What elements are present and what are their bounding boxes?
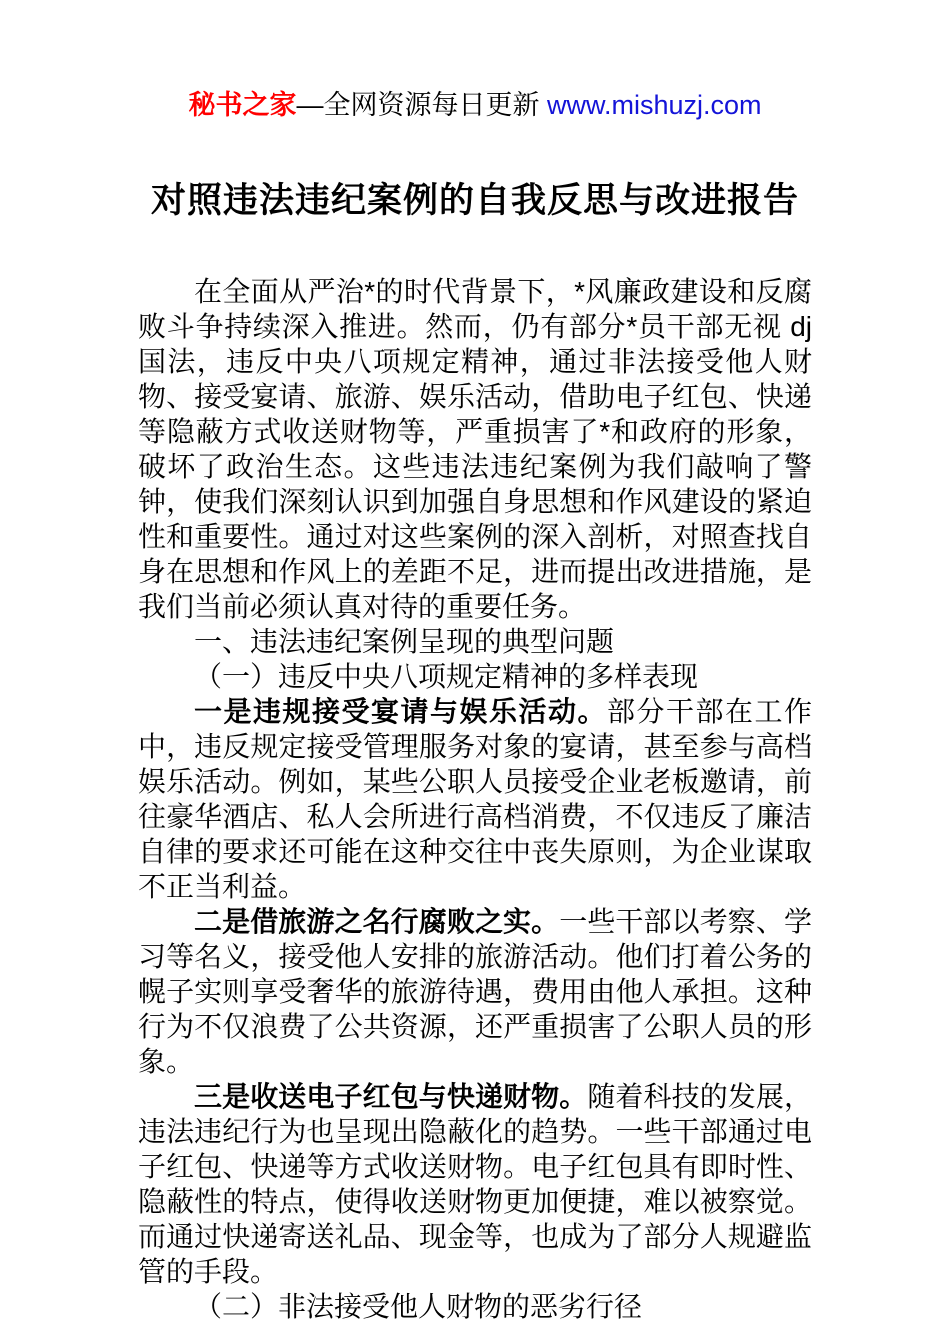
- paragraph-point-1: [138, 694, 812, 904]
- paragraph-intro-text: 在全面从严治*的时代背景下，*风廉政建设和反腐败斗争持续深入推进。然而，仍有部分*员干部无视 dj 国法，违反中央八项规定精神，通过非法接受他人财物、接受宴请、旅游、娱乐活动，借助电子红包、快递等隐蔽方式收送财物等，严重损害了*和政府的形象，破坏了政治生态。这些违法违纪案例为我们敲响了警钟，使我们深刻认识到加强自身思想和作风建设的紧迫性和重要性。通过对这些案例的深入剖析，对照查找自身在思想和作风上的差距不足，进而提出改进措施，是我们当前必须认真对待的重要任务。: [138, 276, 812, 622]
- paragraph-point-3-text: 随着科技的发展，违法违纪行为也呈现出隐蔽化的趋势。一些干部通过电子红包、快递等方式收送财物。电子红包具有即时性、隐蔽性的特点，使得收送财物更加便捷，难以被察觉。而通过快递寄送礼品、现金等，也成为了部分人规避监管的手段。: [138, 1081, 812, 1287]
- paragraph-point-1-text: 部分干部在工作中，违反规定接受管理服务对象的宴请，甚至参与高档娱乐活动。例如，某些公职人员接受企业老板邀请，前往豪华酒店、私人会所进行高档消费，不仅违反了廉洁自律的要求还可能在这种交往中丧失原则，为企业谋取不正当利益。: [138, 696, 812, 902]
- paragraph-point-2-text: 一些干部以考察、学习等名义，接受他人安排的旅游活动。他们打着公务的幌子实则享受奢华的旅游待遇，费用由他人承担。这种行为不仅浪费了公共资源，还严重损害了公职人员的形象。: [138, 906, 812, 1077]
- site-url: www.mishuzj.com: [546, 90, 762, 120]
- paragraph-point-1-lead: 一是违规接受宴请与娱乐活动。: [194, 696, 607, 727]
- document-title: 对照违法违纪案例的自我反思与改进报告: [150, 181, 799, 220]
- sub-heading-2-text: （二）非法接受他人财物的恶劣行径: [194, 1291, 643, 1322]
- section-heading-1-text: 一、违法违纪案例呈现的典型问题: [194, 626, 615, 657]
- site-brand: 秘书之家: [188, 90, 297, 120]
- paragraph-point-2-lead: 二是借旅游之名行腐败之实。: [194, 906, 560, 937]
- paragraph-point-2: [138, 904, 812, 1079]
- site-header: [0, 0, 950, 122]
- section-heading-1: [138, 624, 812, 659]
- document-body: [138, 274, 812, 1324]
- sub-heading-2: [138, 1289, 812, 1324]
- site-tagline: —全网资源每日更新: [296, 90, 547, 120]
- sub-heading-1: [138, 659, 812, 694]
- paragraph-intro: [138, 274, 812, 624]
- sub-heading-1-text: （一）违反中央八项规定精神的多样表现: [194, 661, 699, 692]
- paragraph-point-3-lead: 三是收送电子红包与快递财物。: [194, 1081, 588, 1112]
- paragraph-point-3: [138, 1079, 812, 1289]
